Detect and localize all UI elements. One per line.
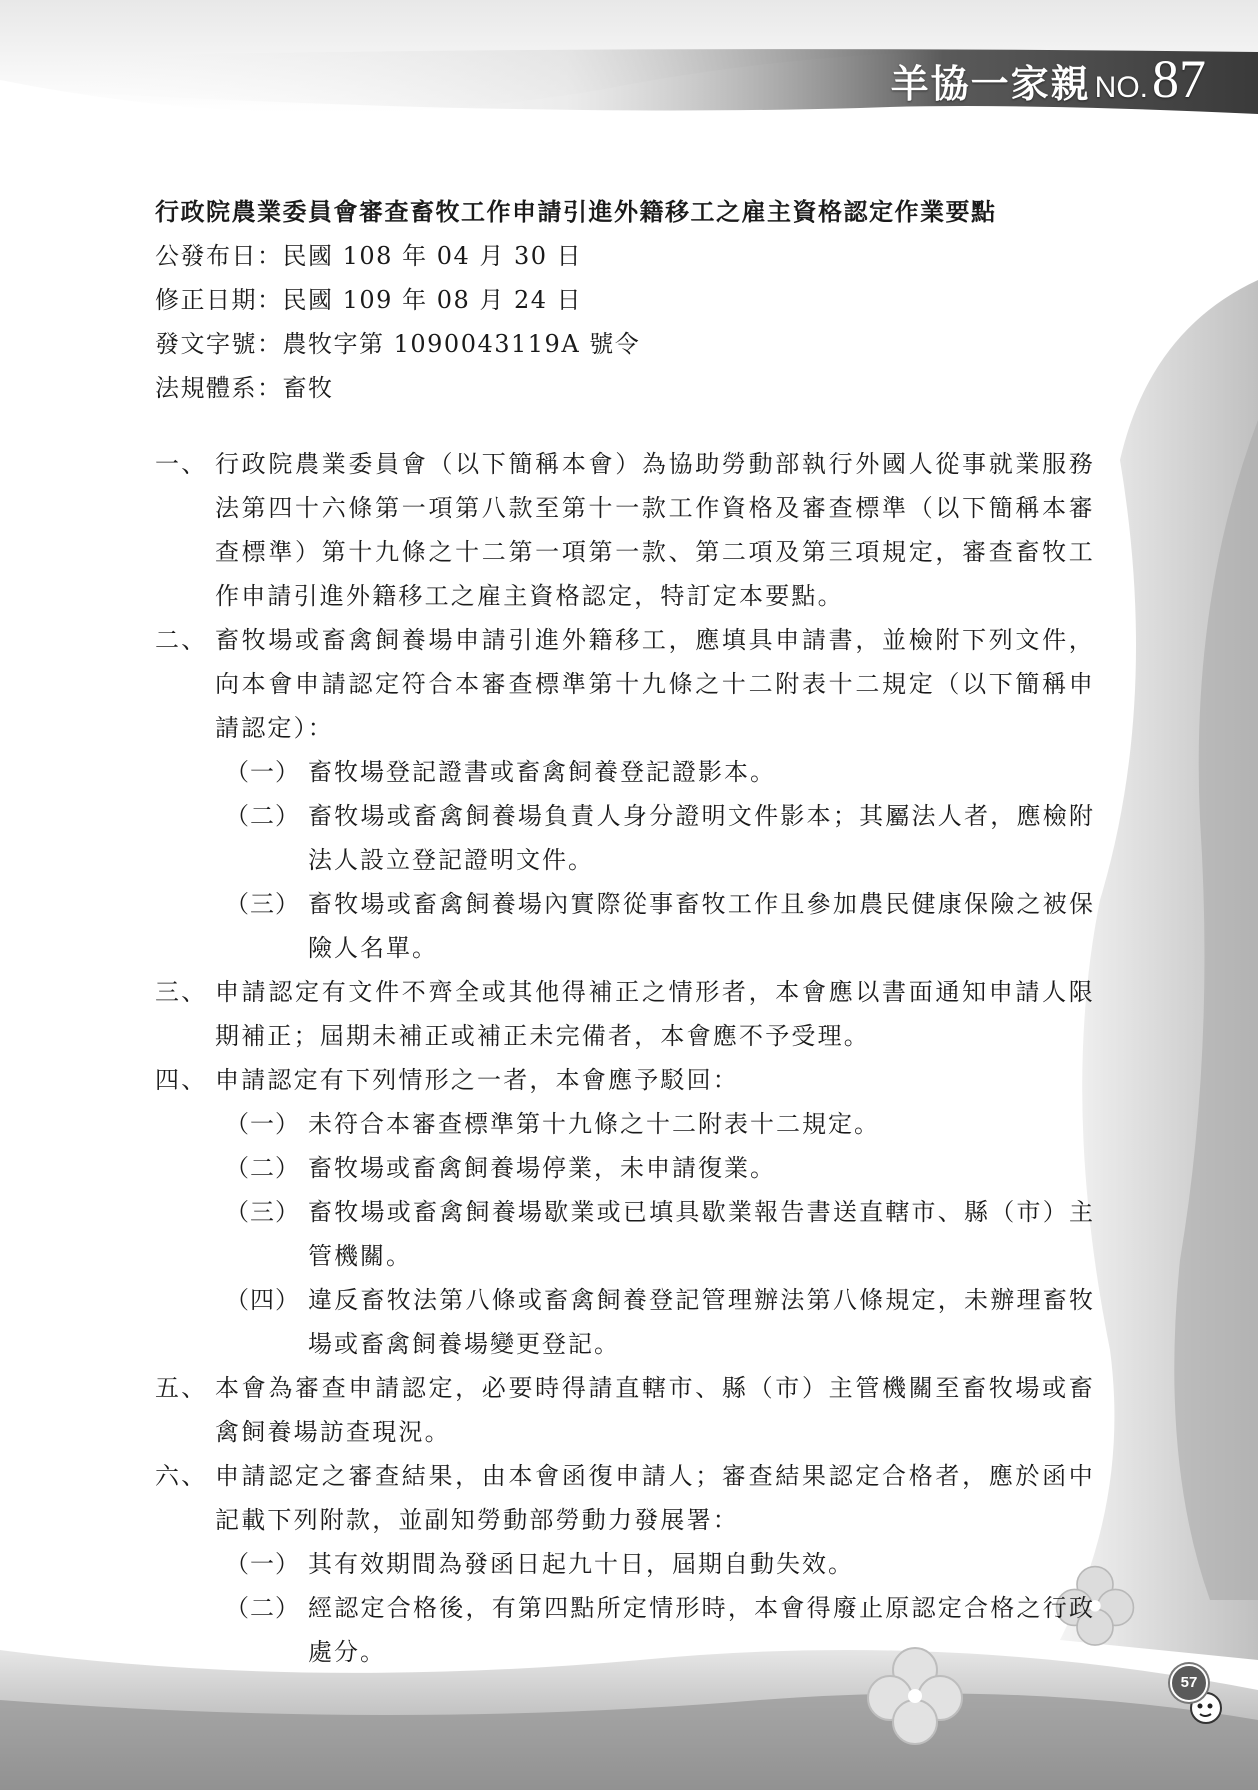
article-4-subitem-1 [225, 1102, 1095, 1146]
article-text: 本會為審查申請認定，必要時得請直轄市、縣（市）主管機關至畜牧場或畜禽飼養場訪查現況。 [215, 1374, 1095, 1446]
subitem-text: 畜牧場或畜禽飼養場停業，未申請復業。 [308, 1154, 776, 1182]
article-2-subitem-2 [225, 794, 1095, 882]
article-text: 申請認定有文件不齊全或其他得補正之情形者，本會應以書面通知申請人限期補正；屆期未補正或補正未完備者，本會應不予受理。 [215, 978, 1095, 1050]
page-number: 57 [1170, 1664, 1208, 1702]
subitem-marker: （一） [225, 758, 300, 786]
article-6-subitem-1 [225, 1542, 1095, 1586]
subitem-marker: （二） [225, 1594, 300, 1622]
article-marker: 四、 [155, 1066, 208, 1094]
article-marker: 六、 [155, 1462, 208, 1490]
article-2 [155, 618, 1095, 750]
article-4-subitem-4 [225, 1278, 1095, 1366]
subitem-marker: （三） [225, 1198, 300, 1226]
subitem-marker: （二） [225, 1154, 300, 1182]
subitem-marker: （四） [225, 1286, 300, 1314]
article-text: 申請認定之審查結果，由本會函復申請人；審查結果認定合格者，應於函中記載下列附款，並副知勞動部勞動力發展署： [215, 1462, 1095, 1534]
spacer [155, 410, 1095, 442]
promulgation-date: 公發布日：民國 108 年 04 月 30 日 [155, 242, 583, 270]
document-body [155, 190, 1095, 1674]
subitem-text: 經認定合格後，有第四點所定情形時，本會得廢止原認定合格之行政處分。 [308, 1594, 1095, 1666]
article-4 [155, 1058, 1095, 1102]
subitem-text: 畜牧場或畜禽飼養場內實際從事畜牧工作且參加農民健康保險之被保險人名單。 [308, 890, 1095, 962]
subitem-text: 其有效期間為發函日起九十日，屆期自動失效。 [308, 1550, 854, 1578]
subitem-text: 畜牧場或畜禽飼養場歇業或已填具歇業報告書送直轄市、縣（市）主管機關。 [308, 1198, 1095, 1270]
article-3 [155, 970, 1095, 1058]
magazine-title: 羊協一家親 [890, 61, 1091, 106]
subitem-marker: （三） [225, 890, 300, 918]
article-text: 行政院農業委員會（以下簡稱本會）為協助勞動部執行外國人從事就業服務法第四十六條第一項第八款至第十一款工作資格及審查標準（以下簡稱本審查標準）第十九條之十二第一項第一款、第二項及第三項規定，審查畜牧工作申請引進外籍移工之雇主資格認定，特訂定本要點。 [215, 450, 1095, 610]
article-marker: 二、 [155, 626, 208, 654]
document-title: 行政院農業委員會審查畜牧工作申請引進外籍移工之雇主資格認定作業要點 [155, 197, 997, 226]
subitem-marker: （一） [225, 1110, 300, 1138]
article-4-subitem-2 [225, 1146, 1095, 1190]
magazine-header [890, 49, 1206, 109]
article-marker: 一、 [155, 450, 208, 478]
issue-number: 87 [1152, 49, 1206, 109]
article-6 [155, 1454, 1095, 1542]
subitem-text: 畜牧場登記證書或畜禽飼養登記證影本。 [308, 758, 776, 786]
subitem-text: 未符合本審查標準第十九條之十二附表十二規定。 [308, 1110, 880, 1138]
article-4-subitem-3 [225, 1190, 1095, 1278]
amendment-date: 修正日期：民國 109 年 08 月 24 日 [155, 286, 583, 314]
issue-label: NO. [1094, 71, 1148, 104]
article-1 [155, 442, 1095, 618]
subitem-marker: （一） [225, 1550, 300, 1578]
document-number: 發文字號：農牧字第 1090043119A 號令 [155, 330, 641, 358]
subitem-text: 違反畜牧法第八條或畜禽飼養登記管理辦法第八條規定，未辦理畜牧場或畜禽飼養場變更登記。 [308, 1286, 1095, 1358]
article-2-subitem-1 [225, 750, 1095, 794]
article-6-subitem-2 [225, 1586, 1095, 1674]
article-5 [155, 1366, 1095, 1454]
article-2-subitem-3 [225, 882, 1095, 970]
subitem-text: 畜牧場或畜禽飼養場負責人身分證明文件影本；其屬法人者，應檢附法人設立登記證明文件。 [308, 802, 1095, 874]
regulation-category: 法規體系：畜牧 [155, 374, 334, 402]
article-marker: 五、 [155, 1374, 208, 1402]
article-marker: 三、 [155, 978, 208, 1006]
article-text: 畜牧場或畜禽飼養場申請引進外籍移工，應填具申請書，並檢附下列文件，向本會申請認定符合本審查標準第十九條之十二附表十二規定（以下簡稱申請認定）： [215, 626, 1095, 742]
subitem-marker: （二） [225, 802, 300, 830]
article-text: 申請認定有下列情形之一者，本會應予駁回： [215, 1066, 739, 1094]
